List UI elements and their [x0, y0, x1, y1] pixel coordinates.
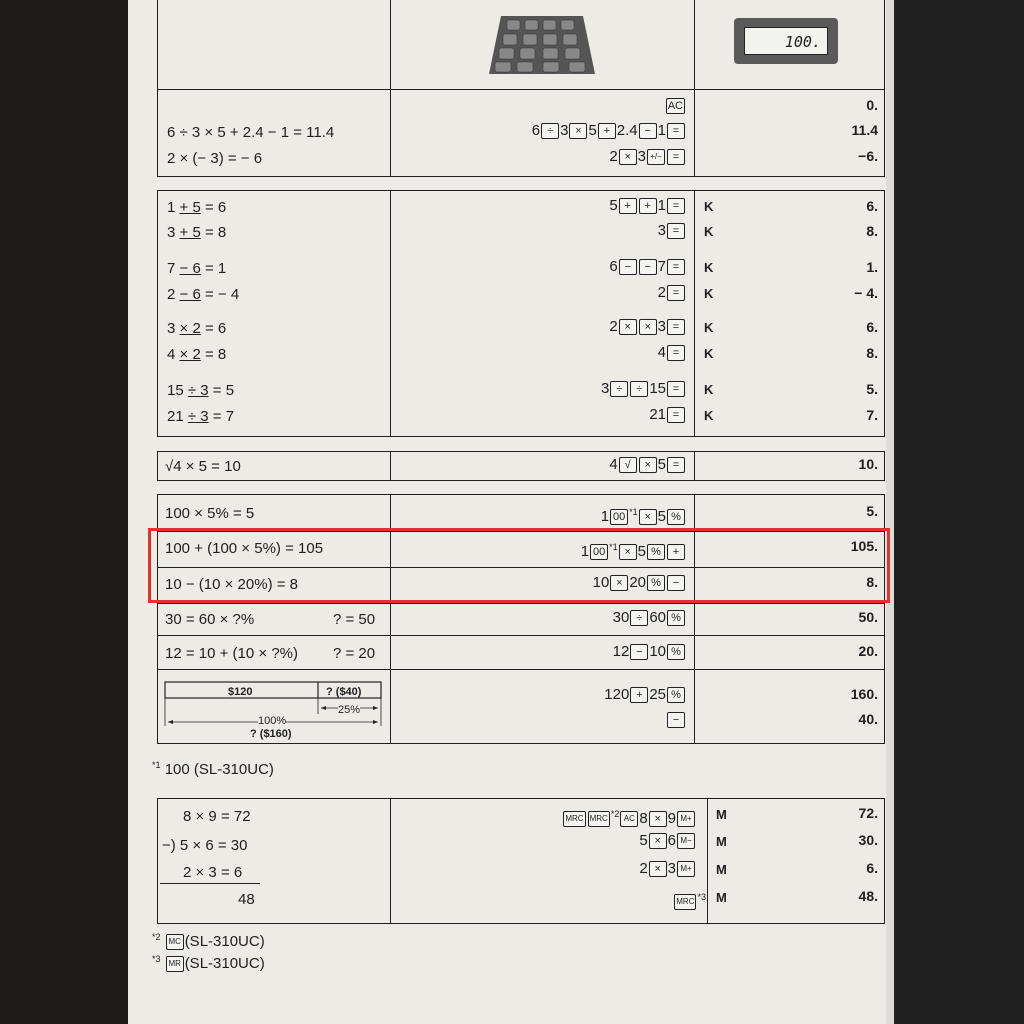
result: 160.	[850, 686, 878, 702]
diagram-unknown: ? ($40)	[326, 686, 362, 698]
key-sequence: 5 + + 1 =	[609, 197, 686, 215]
footnote-2: $^{*2}$ MC (SL-310UC)	[152, 932, 265, 950]
mode-indicator: K	[704, 346, 714, 361]
key-sequence: 5 × 6 M−	[639, 832, 696, 850]
key-sequence: 3 ÷ ÷ 15 =	[601, 380, 686, 398]
expression: 30 = 60 × ?%	[165, 611, 255, 628]
table-memory	[157, 798, 885, 924]
mode-indicator: M	[716, 862, 727, 877]
result: 8.	[866, 574, 878, 590]
result: 105.	[850, 538, 878, 554]
key-sequence: MRC MRC $^{*2}$ AC 8 × 9 M+	[562, 805, 696, 828]
key-sequence: 2 × × 3 =	[609, 318, 686, 336]
expression: 21 ÷ 3 = 7	[167, 408, 235, 425]
expression: 100 + (100 × 5%) = 105	[165, 540, 324, 557]
expression: 15 ÷ 3 = 5	[167, 382, 235, 399]
sum-line	[160, 883, 260, 884]
key-sequence: MRC $^{*3}$	[673, 888, 706, 911]
lcd-value: 100.	[744, 27, 828, 55]
result: 1.	[866, 259, 878, 275]
key-sequence: 12 − 10 %	[613, 643, 686, 661]
key-sequence: −	[666, 711, 686, 729]
expression: 12 = 10 + (10 × ?%)	[165, 645, 299, 662]
expression: 6 ÷ 3 × 5 + 2.4 − 1 = 11.4	[167, 124, 335, 141]
result: 11.4	[851, 122, 878, 138]
result: −6.	[858, 148, 878, 164]
expression: 100 × 5% = 5	[165, 505, 255, 522]
result: 8.	[866, 223, 878, 239]
mode-indicator: K	[704, 408, 714, 423]
mode-indicator: M	[716, 834, 727, 849]
expression: 7 − 6 = 1	[167, 260, 227, 277]
key-sequence: 2 × 3 M+	[639, 860, 696, 878]
key-sequence: 120 + 25 %	[604, 686, 686, 704]
memory-line: −) 5 × 6 = 30	[162, 837, 248, 854]
result: 6.	[866, 319, 878, 335]
mode-indicator: M	[716, 807, 727, 822]
ac-key: AC	[667, 100, 683, 113]
keyboard-icon	[487, 14, 597, 76]
expression: 4 × 2 = 8	[167, 346, 227, 363]
key-sequence: 1 00 $^{*1}$ × 5 %	[601, 503, 686, 526]
result: 72.	[858, 805, 878, 821]
mode-indicator: K	[704, 260, 714, 275]
memory-line: 8 × 9 = 72	[183, 808, 251, 825]
highlight-box	[148, 528, 890, 603]
expression: 1 + 5 = 6	[167, 199, 227, 216]
key-sequence: 30 ÷ 60 %	[613, 609, 686, 627]
diagram-total: ? ($160)	[250, 728, 292, 740]
background-edge	[894, 0, 1024, 1024]
lcd-display-icon	[734, 18, 838, 64]
result: 40.	[858, 711, 878, 727]
answer: ? = 20	[333, 645, 376, 662]
result: 0.	[866, 97, 878, 113]
result: 5.	[866, 503, 878, 519]
expression: 3 × 2 = 6	[167, 320, 227, 337]
result: 6.	[866, 860, 878, 876]
mode-indicator: K	[704, 286, 714, 301]
keys-ac	[665, 97, 686, 115]
answer: ? = 50	[333, 611, 376, 628]
result: 30.	[858, 832, 878, 848]
mode-indicator: K	[704, 199, 714, 214]
diagram-price: $120	[228, 686, 253, 698]
mode-indicator: K	[704, 382, 714, 397]
expression: 2 × (− 3) = − 6	[167, 150, 263, 167]
memory-line: 2 × 3 = 6	[183, 864, 243, 881]
result: 6.	[866, 198, 878, 214]
expression: √4 × 5 = 10	[165, 458, 241, 475]
key-sequence: 21 =	[649, 406, 686, 424]
key-sequence: 4 =	[658, 344, 686, 362]
key-sequence: 6 − − 7 =	[609, 258, 686, 276]
result: 20.	[858, 643, 878, 659]
result: 10.	[858, 456, 878, 472]
result: 7.	[866, 407, 878, 423]
diagram-25pct: 25%	[338, 701, 360, 719]
diagram-100pct: 100%	[258, 712, 286, 730]
key-sequence: 2 =	[658, 284, 686, 302]
key-sequence: 1 00 $^{*1}$ × 5 % +	[581, 538, 686, 561]
result: 50.	[858, 609, 878, 625]
memory-line: 48	[238, 891, 255, 908]
key-sequence: 6 ÷ 3 × 5 + 2.4 − 1 =	[532, 122, 686, 140]
mode-indicator: M	[716, 890, 727, 905]
result: 8.	[866, 345, 878, 361]
mode-indicator: K	[704, 224, 714, 239]
footnote-1: $^{*1}$ 100 (SL-310UC)	[152, 760, 274, 778]
result: 48.	[858, 888, 878, 904]
footnote-3: $^{*3}$ MR (SL-310UC)	[152, 954, 265, 972]
table-sqrt	[157, 451, 885, 481]
table-constant-ops	[157, 190, 885, 437]
expression: 10 − (10 × 20%) = 8	[165, 576, 299, 593]
expression: 3 + 5 = 8	[167, 224, 227, 241]
key-sequence: 3 =	[658, 222, 686, 240]
expression: 2 − 6 = − 4	[167, 286, 240, 303]
result: − 4.	[854, 285, 878, 301]
key-sequence: 10 × 20 % −	[593, 574, 686, 592]
key-sequence: 2 × 3 +/− =	[609, 148, 686, 166]
result: 5.	[866, 381, 878, 397]
key-sequence: 4 √ × 5 =	[609, 456, 686, 474]
mode-indicator: K	[704, 320, 714, 335]
